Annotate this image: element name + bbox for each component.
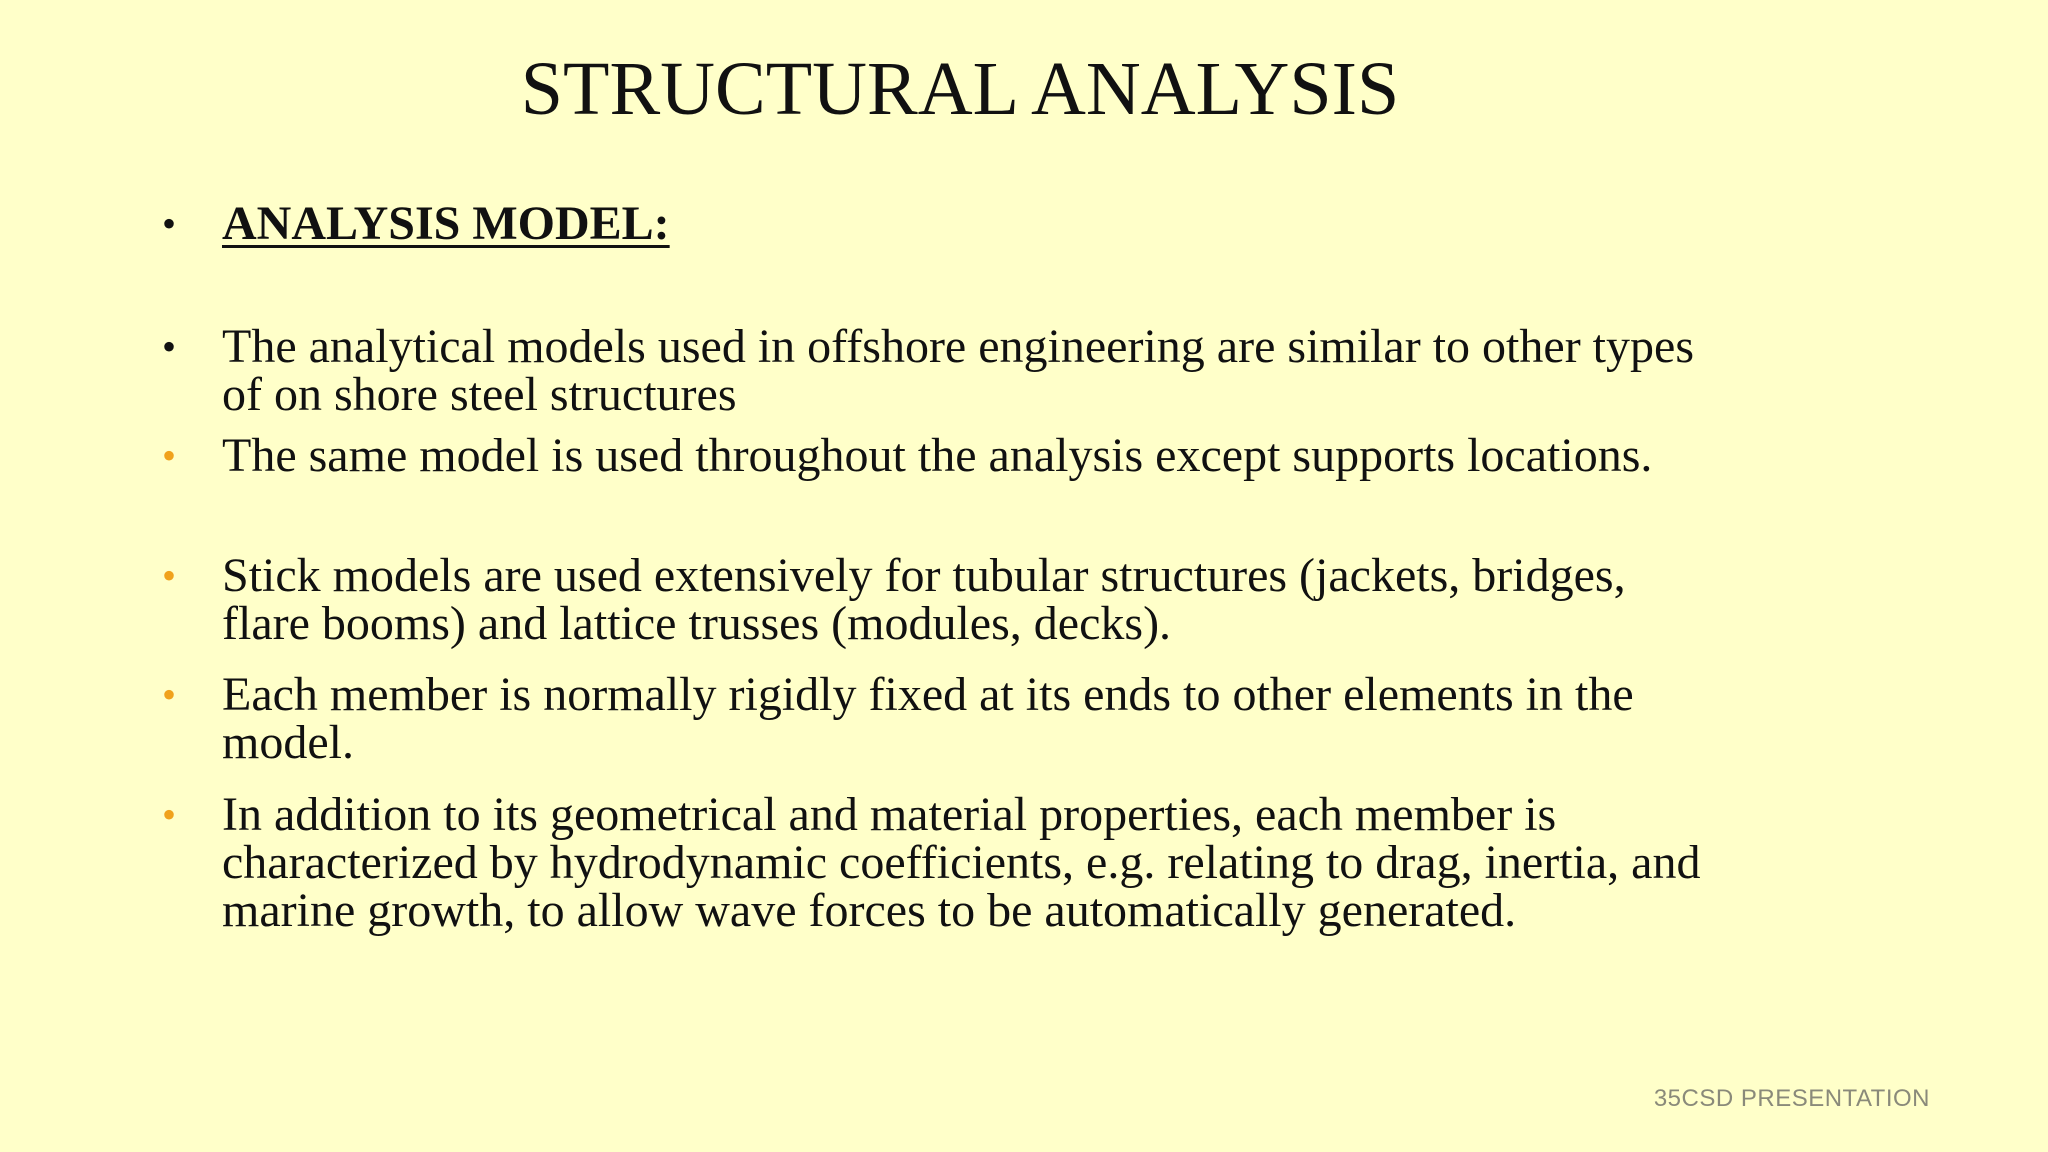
section-heading: ANALYSIS MODEL: (222, 197, 670, 250)
bullet-glyph: • (162, 433, 177, 478)
bullet-text: Stick models are used extensively for tubular structures (jackets, bridges, flare booms) and lattice trusses (modules, decks). (222, 549, 1626, 650)
bullet-text: In addition to its geometrical and material properties, each member is characterized by hydrodynamic coefficients, e.g. relating to drag, inertia, and marine growth, to allow wave forces to be automatically generated. (222, 788, 1701, 937)
bullet-glyph: • (162, 672, 177, 717)
bullet-glyph: • (162, 201, 177, 246)
slide-title: STRUCTURAL ANALYSIS (520, 47, 1400, 131)
bullet-text: The analytical models used in offshore engineering are similar to other types of on shore steel structures (222, 320, 1694, 421)
bullet-glyph: • (162, 553, 177, 598)
slide-footer: 35CSD PRESENTATION (1653, 1085, 1930, 1112)
bullet-text: The same model is used throughout the analysis except supports locations. (222, 429, 1653, 482)
bullet-glyph: • (162, 792, 177, 837)
bullet-text: Each member is normally rigidly fixed at its ends to other elements in the model. (222, 668, 1634, 769)
bullet-glyph: • (162, 324, 177, 369)
